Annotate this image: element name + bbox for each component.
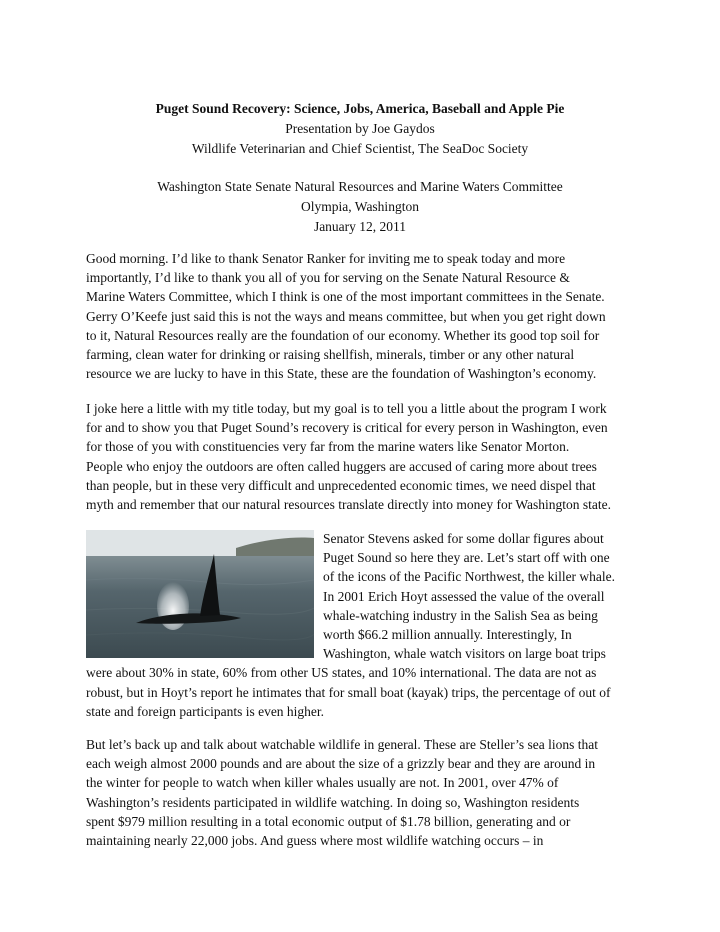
text-line: farming, clean water for drinking or raising shellfish, minerals, timber or any other natural — [86, 347, 575, 363]
meeting-location: Olympia, Washington — [301, 199, 419, 214]
text-line: worth $66.2 million annually. Interestingly, In — [323, 627, 572, 643]
text-line: whale-watching industry in the Salish Sea as being — [323, 607, 598, 623]
presenter-line: Presentation by Joe Gaydos — [285, 121, 435, 136]
text-line: to it, Natural Resources really are the foundation of our economy. Whether its good top soil for — [86, 327, 600, 343]
text-line: each weigh almost 2000 pounds and are about the size of a grizzly bear and they are around in — [86, 756, 596, 772]
text-line: for those of you with constituencies very far from the marine waters like Senator Morton. — [86, 439, 570, 455]
text-line: importantly, I’d like to thank you all of you for serving on the Senate Natural Resource & — [86, 270, 570, 286]
text-line: Washington’s residents participated in wildlife watching. In doing so, Washington residents — [86, 794, 580, 810]
text-line: Senator Stevens asked for some dollar figures about — [323, 531, 604, 546]
text-line: But let’s back up and talk about watchable wildlife in general. These are Steller’s sea lions that — [86, 737, 598, 752]
document-header — [0, 99, 720, 159]
committee-name: Washington State Senate Natural Resources and Marine Waters Committee — [157, 179, 563, 194]
text-line: People who enjoy the outdoors are often called huggers are accused of caring more about trees — [86, 458, 597, 474]
text-line: the winter for people to watch when killer whales usually are not. In 2001, over 47% of — [86, 775, 559, 791]
paragraph-title-joke — [86, 399, 646, 514]
presenter-role: Wildlife Veterinarian and Chief Scientist, The SeaDoc Society — [191, 141, 529, 156]
text-line: maintaining nearly 22,000 jobs. And guess where most wildlife watching occurs – in — [86, 833, 544, 849]
text-line: were about 30% in state, 60% from other US states, and 10% international. The data are not as — [86, 665, 597, 681]
meeting-date: January 12, 2011 — [313, 219, 407, 234]
text-line: Washington, whale watch visitors on large boat trips — [323, 646, 606, 662]
text-line: than people, but in these very difficult and unprecedented economic times, we need dispel that — [86, 477, 596, 493]
text-line: Good morning. I’d like to thank Senator Ranker for inviting me to speak today and more — [86, 251, 566, 266]
paragraph-intro — [86, 249, 646, 383]
committee-header — [0, 177, 720, 237]
text-line: In 2001 Erich Hoyt assessed the value of the overall — [323, 588, 605, 604]
text-line: myth and remember that our natural resources translate directly into money for Washington state. — [86, 497, 612, 513]
text-line: robust, but in Hoyt’s report he intimates that for small boat (kayak) trips, the percentage of out of — [86, 684, 611, 700]
paragraph-killer-whale — [86, 529, 646, 721]
text-line: for and to show you that Puget Sound’s recovery is critical for every person in Washington, even — [86, 420, 608, 436]
text-line: Marine Waters Committee, which I think is one of the most important committees in the Senate. — [86, 289, 605, 305]
text-line: I joke here a little with my title today, but my goal is to tell you a little about the program I work — [86, 401, 607, 416]
text-line: of the icons of the Pacific Northwest, the killer whale. — [323, 569, 616, 585]
paragraph-wildlife-watching — [86, 735, 646, 850]
document-title: Puget Sound Recovery: Science, Jobs, America, Baseball and Apple Pie — [155, 101, 565, 116]
text-line: state and foreign participants is even higher. — [86, 703, 325, 719]
text-line: Gerry O’Keefe just said this is not the ways and means committee, but when you get right down — [86, 308, 606, 324]
text-line: Puget Sound so here they are. Let’s start off with one — [323, 550, 610, 566]
text-line: resource we are lucky to have in this State, these are the foundation of Washington’s economy. — [86, 366, 597, 382]
text-line: spent $979 million resulting in a total economic output of $1.78 billion, generating and or — [86, 813, 571, 829]
